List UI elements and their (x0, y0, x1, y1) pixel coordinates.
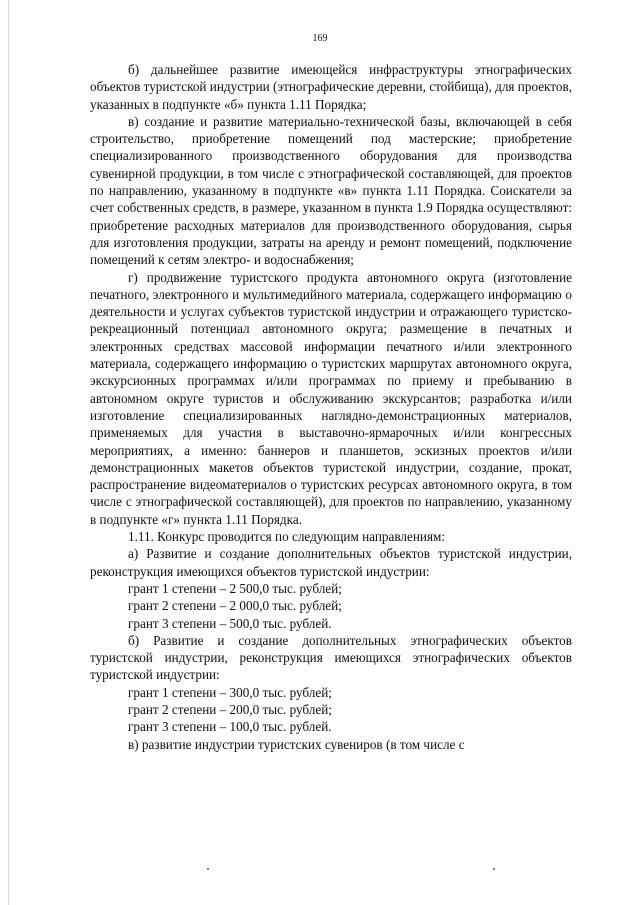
grant-b-2: грант 2 степени – 200,0 тыс. рублей; (128, 701, 332, 717)
grant-a-2: грант 2 степени – 2 000,0 тыс. рублей; (128, 598, 342, 614)
paragraph-v-souvenirs: в) развитие индустрии туристских сувениров (в том числе с (128, 736, 465, 752)
document-body (90, 61, 572, 753)
scan-speck (493, 868, 495, 870)
scan-edge-line (8, 0, 9, 905)
grant-a-1: грант 1 степени – 2 500,0 тыс. рублей; (128, 580, 342, 596)
paragraph-b-infrastructure: б) дальнейшее развитие имеющейся инфраструктуры этнографических объектов туристской индустрии (этнографические деревни, стойбища), для проектов, указанных в подпункте «б» пункта 1.11 Порядка; (90, 62, 572, 112)
paragraph-g-promotion: г) продвижение туристского продукта автономного округа (изготовление печатного, электронного и мультимедийного материала, содержащего информацию о деятельности и услугах субъектов туристской индустрии и отражающего туристско-рекреационный потенциал автономного округа; размещение в печатных и электронных средствах массовой информации печатного и/или электронного материала, содержащего информацию о туристских маршрутах автономного округа, экскурсионных программах и/или программах по приему и пребыванию в автономном округе туристов и обслуживанию экскурсантов; разработка и/или изготовление специализированных наглядно-демонстрационных материалов, применяемых для участия в выставочно-ярмарочных и/или конгрессных мероприятиях, а именно: баннеров и планшетов, эскизных проектов и/или демонстрационных макетов объектов туристской индустрии, создание, прокат, распространение видеоматериалов о туристских ресурсах автономного округа, в том числе с этнографической составляющей), для проектов по направлению, указанному в подпункте «г» пункта 1.11 Порядка. (90, 269, 572, 527)
grant-b-1: грант 1 степени – 300,0 тыс. рублей; (128, 684, 332, 700)
grant-a-3: грант 3 степени – 500,0 тыс. рублей. (128, 615, 332, 631)
scan-speck (207, 868, 209, 870)
paragraph-a-development: а) Развитие и создание дополнительных объектов туристской индустрии, реконструкция имеющихся объектов туристской индустрии: (90, 546, 572, 579)
page-number: 169 (312, 33, 328, 44)
paragraph-1-11-directions: 1.11. Конкурс проводится по следующим направлениям: (128, 529, 446, 545)
paragraph-v-material-base: в) создание и развитие материально-технической базы, включающей в себя строительство, приобретение помещений под мастерские; приобретение специализированного производственного оборудования для производства сувенирной продукции, в том числе с этнографической составляющей, для проектов по направлению, указанному в подпункте «в» пункта 1.11 Порядка. Соискатели за счет собственных средств, в размере, указанном в пункта 1.9 Порядка осуществляют: приобретение расходных материалов для производственного оборудования, сырья для изготовления продукции, затраты на аренду и ремонт помещений, подключение помещений к сетям электро- и водоснабжения; (90, 113, 572, 268)
paragraph-b-ethnographic: б) Развитие и создание дополнительных этнографических объектов туристской индустрии, реконструкция имеющихся этнографических объектов туристской индустрии: (90, 632, 572, 683)
grant-b-3: грант 3 степени – 100,0 тыс. рублей. (128, 719, 332, 735)
